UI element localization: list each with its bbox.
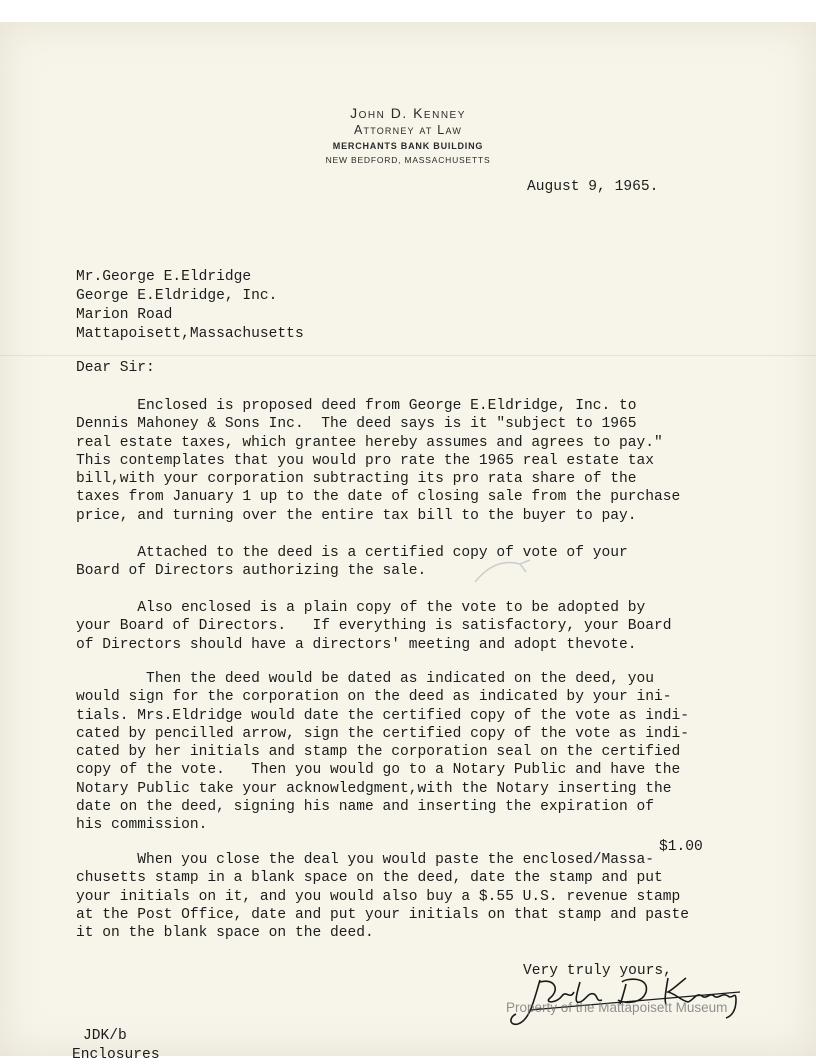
enclosures-note: Enclosures bbox=[72, 1047, 160, 1063]
letter-date: August 9, 1965. bbox=[527, 179, 659, 195]
paper-fold bbox=[0, 355, 816, 357]
salutation: Dear Sir: bbox=[76, 360, 155, 376]
letterhead-title: Attorney at Law bbox=[353, 123, 463, 137]
paragraph-stamps: When you close the deal you would paste the enclosed/Massa- chusetts stamp in a blank space on the deed, date the stamp and put your initials on it, and you would also buy a $.55 U.S. revenue stamp at the Post Office, date and put your initials on that stamp and paste it on the blank space on the deed. bbox=[76, 852, 690, 942]
stamp-amount-insert: $1.00 bbox=[659, 839, 703, 855]
reference-initials: JDK/b bbox=[83, 1028, 127, 1044]
letterhead bbox=[0, 105, 816, 165]
paragraph-certified-copy: Attached to the deed is a certified copy of vote of your Board of Directors authorizing the sale. bbox=[76, 545, 628, 580]
paragraph-deed: Enclosed is proposed deed from George E.Eldridge, Inc. to Dennis Mahoney & Sons Inc. The deed says is it "subject to 1965 real estate taxes, which grantee hereby assumes and agrees to pay." This contemplates that you would pro rate the 1965 real estate tax bill,with your corporation subtracting its pro rata share of the taxes from January 1 up to the date of closing sale from the purchase price, and turning over the entire tax bill to the buyer to pay. bbox=[76, 398, 681, 524]
paragraph-plain-copy: Also enclosed is a plain copy of the vote to be adopted by your Board of Directors. If everything is satisfactory, your Board of Directors should have a directors' meeting and adopt thevote. bbox=[76, 600, 672, 653]
recipient-address: Mr.George E.Eldridge George E.Eldridge, Inc. Marion Road Mattapoisett,Massachusetts bbox=[76, 269, 304, 342]
letterhead-name: John D. Kenney bbox=[350, 105, 466, 121]
complimentary-close: Very truly yours, bbox=[523, 963, 672, 979]
letterhead-building: MERCHANTS BANK BUILDING bbox=[332, 141, 484, 151]
museum-watermark: Property of the Mattapoisett Museum bbox=[506, 1000, 728, 1015]
pencil-arrow-mark bbox=[470, 552, 540, 592]
paragraph-signing-instructions: Then the deed would be dated as indicated on the deed, you would sign for the corporation on the deed as indicated by your ini- tials. Mrs.Eldridge would date the certified copy of the vote as indi- cated by pencilled arrow, sign the certified copy of the vote as indi- cated by her initials and stamp the corporation seal on the certified copy of the vote. Then you would go to a Notary Public and have the Notary Public take your acknowledgment,with the Notary inserting the date on the deed, signing his name and inserting the expiration of his commission. bbox=[76, 671, 690, 834]
letterhead-city: NEW BEDFORD, MASSACHUSETTS bbox=[325, 155, 491, 165]
